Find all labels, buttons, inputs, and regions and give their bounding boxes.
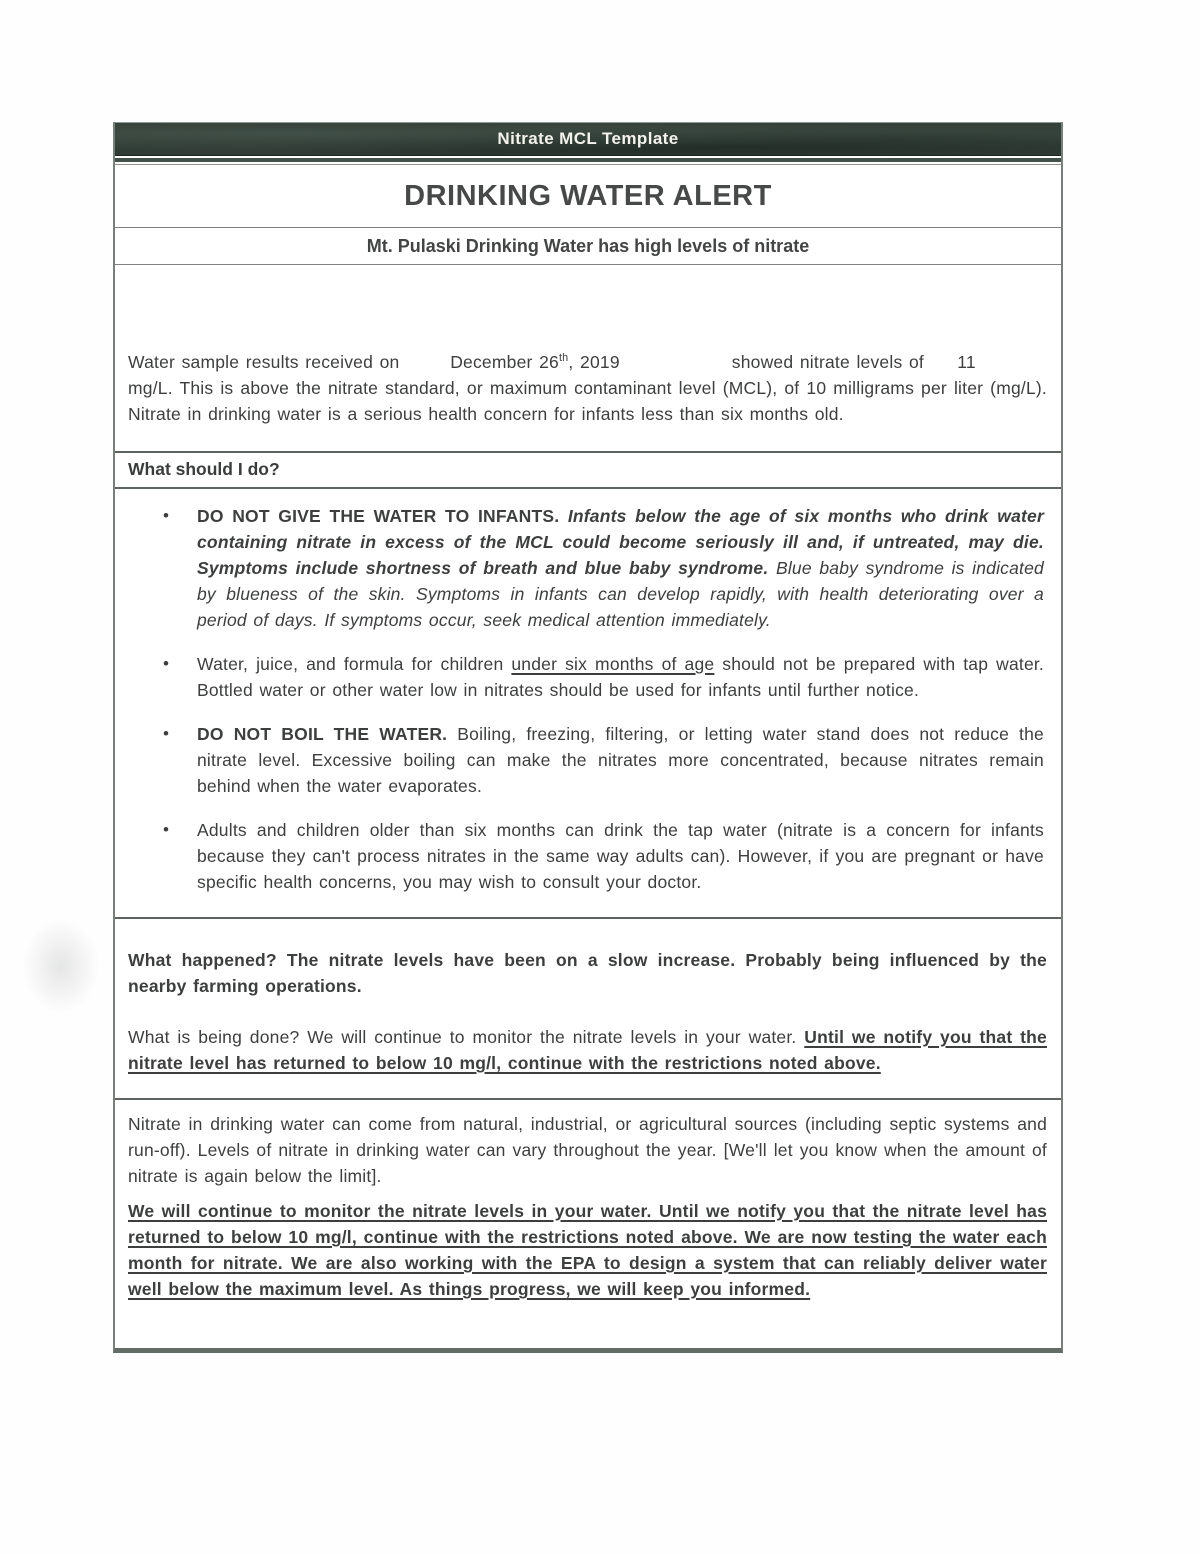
additional-info-section xyxy=(115,1098,1061,1348)
subtitle-row xyxy=(115,227,1061,264)
template-header-bar xyxy=(115,122,1061,156)
what-happened-paragraph: What happened? The nitrate levels have been on a slow increase. Probably being influenced by the nearby farming operations. xyxy=(128,950,1047,996)
instructions-section xyxy=(115,487,1061,917)
bullet-icon: • xyxy=(163,654,169,673)
page-title: DRINKING WATER ALERT xyxy=(404,179,772,212)
template-label: Nitrate MCL Template xyxy=(497,129,679,148)
section-heading: What should I do? xyxy=(128,459,280,479)
bullet-text-formula: Water, juice, and formula for children under six months of age should not be prepared with tap water. Bottled water or other water low in nitrates should be used for infants until further notice. xyxy=(197,654,1044,700)
bullet-icon: • xyxy=(163,820,169,839)
what-should-i-do-heading-row xyxy=(115,451,1061,487)
bullet-text-infants: DO NOT GIVE THE WATER TO INFANTS. Infants below the age of six months who drink water containing nitrate in excess of the MCL could become seriously ill and, if untreated, may die. Symptoms include shortness of breath and blue baby syndrome. Blue baby syndrome is indicated by blueness of the skin. Symptoms in infants can develop rapidly, with health deteriorating over a period of days. If symptoms occur, seek medical attention immediately. xyxy=(197,506,1044,630)
sample-results-paragraph: Water sample results received on December 26th, 2019 showed nitrate levels of 11 mg/L. This is above the nitrate standard, or maximum contaminant level (MCL), of 10 milligrams per liter (mg/L). Nitrate in drinking water is a serious health concern for infants less than six months old. xyxy=(128,352,1047,424)
scan-artifact xyxy=(22,918,100,1014)
what-is-being-done-paragraph: What is being done? We will continue to monitor the nitrate levels in your water. Until we notify you that the nitrate level has returned to below 10 mg/l, continue with the restrictions noted above. xyxy=(128,1027,1047,1073)
sample-results-section xyxy=(115,264,1061,451)
bullet-icon: • xyxy=(163,506,169,525)
title-row xyxy=(115,165,1061,227)
header-separator-rule xyxy=(115,156,1061,165)
drinking-water-alert-notice xyxy=(113,122,1063,1353)
page-subtitle: Mt. Pulaski Drinking Water has high levels of nitrate xyxy=(366,235,810,256)
monitoring-commitment-paragraph: We will continue to monitor the nitrate levels in your water. Until we notify you that the nitrate level has returned to below 10 mg/l, continue with the restrictions noted above. We are now testing the water each month for nitrate. We are also working with the EPA to design a system that can reliably deliver water well below the maximum level. As things progress, we will keep you informed. xyxy=(128,1201,1047,1299)
list-item xyxy=(163,721,1044,799)
list-item xyxy=(163,651,1044,703)
list-item xyxy=(163,503,1044,633)
bullet-text-boiling: DO NOT BOIL THE WATER. Boiling, freezing, filtering, or letting water stand does not reduce the nitrate level. Excessive boiling can make the nitrates more concentrated, because nitrates remain behind when the water evaporates. xyxy=(197,724,1044,796)
bullet-text-adults: Adults and children older than six months can drink the tap water (nitrate is a concern for infants because they can't process nitrates in the same way adults can). However, if you are pregnant or have specific health concerns, you may wish to consult your doctor. xyxy=(197,820,1044,892)
bullet-icon: • xyxy=(163,724,169,743)
list-item xyxy=(163,817,1044,895)
what-happened-section xyxy=(115,917,1061,1098)
nitrate-sources-paragraph: Nitrate in drinking water can come from natural, industrial, or agricultural sources (including septic systems and run-off). Levels of nitrate in drinking water can vary throughout the year. [We'll let you know when the amount of nitrate is again below the limit]. xyxy=(128,1114,1047,1186)
